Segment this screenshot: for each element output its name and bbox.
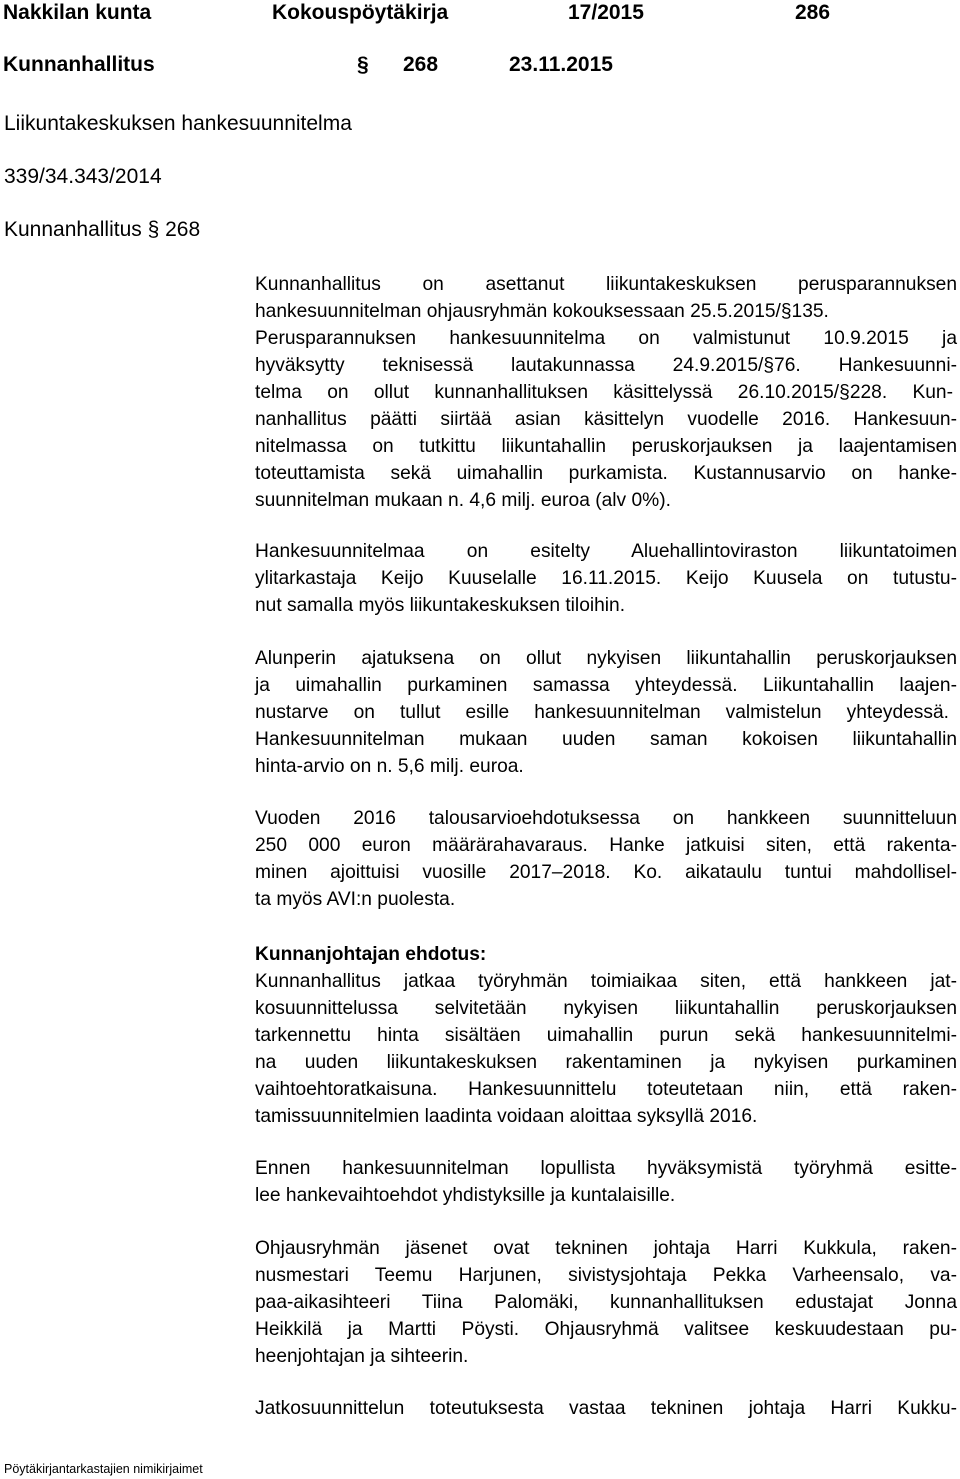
footer-initials-label: Pöytäkirjantarkastajien nimikirjaimet [4, 1462, 203, 1476]
document-number: 17/2015 [568, 1, 644, 24]
text-line: paa-aikasihteeri Tiina Palomäki, kunnanhallituksen edustajat Jonna [255, 1292, 957, 1313]
subject-title: Liikuntakeskuksen hankesuunnitelma [4, 112, 352, 135]
text-line: tamissuunnitelmien laadinta voidaan aloittaa syksyllä 2016. [255, 1106, 758, 1127]
text-line: Heikkilä ja Martti Pöysti. Ohjausryhmä valitsee keskuudestaan pu- [255, 1319, 957, 1340]
paragraph-2 [255, 538, 957, 619]
document-type: Kokouspöytäkirja [272, 1, 449, 24]
text-line: 250 000 euron määrärahavaraus. Hanke jatkuisi siten, että rakenta- [255, 835, 957, 856]
text-line: ylitarkastaja Keijo Kuuselalle 16.11.2015. Keijo Kuusela on tutustu- [255, 568, 957, 589]
page-number: 286 [795, 1, 831, 24]
text-line: nusmestari Teemu Harjunen, sivistysjohtaja Pekka Varheensalo, va- [255, 1265, 957, 1286]
text-line: Hankesuunnitelman mukaan uuden saman kokoisen liikuntahallin [255, 729, 957, 750]
text-line: Alunperin ajatuksena on ollut nykyisen liikuntahallin peruskorjauksen [255, 648, 957, 669]
text-line: ta myös AVI:n puolesta. [255, 889, 456, 910]
text-line: suunnitelman mukaan n. 4,6 milj. euroa (alv 0%). [255, 490, 671, 511]
text-line: Hankesuunnitelmaa on esitelty Aluehallintoviraston liikuntatoimen [255, 541, 957, 562]
text-line: Perusparannuksen hankesuunnitelma on valmistunut 10.9.2015 ja [255, 328, 957, 349]
text-line: nanhallitus päätti siirtää asian käsittelyn vuodelle 2016. Hankesuun- [255, 409, 957, 430]
text-line: nut samalla myös liikuntakeskuksen tiloihin. [255, 595, 626, 616]
body-name: Kunnanhallitus [3, 53, 155, 76]
paragraph-3 [255, 645, 957, 780]
text-line: na uuden liikuntakeskuksen rakentaminen ja nykyisen purkaminen [255, 1052, 957, 1073]
text-line: tarkennettu hinta sisältäen uimahallin purun sekä hankesuunnitelmi- [255, 1025, 957, 1046]
text-line: lee hankevaihtoehdot yhdistyksille ja kuntalaisille. [255, 1185, 676, 1206]
text-line: minen ajoittuisi vuosille 2017‒2018. Ko. aikataulu tuntui mahdollisel- [255, 862, 957, 883]
text-line: ja uimahallin purkaminen samassa yhteydessä. Liikuntahallin laajen- [255, 675, 957, 696]
text-line: nitelmassa on tutkittu liikuntahallin peruskorjauksen ja laajentamisen [255, 436, 957, 457]
section-symbol: § [357, 53, 369, 76]
text-line: Ohjausryhmän jäsenet ovat tekninen johtaja Harri Kukkula, raken- [255, 1238, 957, 1259]
text-line: toteuttamista sekä uimahallin purkamista. Kustannusarvio on hanke- [255, 463, 957, 484]
text-line: hankesuunnitelman ohjausryhmän kokouksessaan 25.5.2015/§135. [255, 301, 829, 322]
proposal-heading: Kunnanjohtajan ehdotus: [255, 944, 487, 965]
paragraph-4 [255, 805, 957, 913]
text-line: vaihtoehtoratkaisuna. Hankesuunnittelu toteutetaan niin, että raken- [255, 1079, 957, 1100]
municipality-name: Nakkilan kunta [3, 1, 152, 24]
text-line: kosuunnittelussa selvitetään nykyisen liikuntahallin peruskorjauksen [255, 998, 957, 1019]
paragraph-6 [255, 1155, 957, 1209]
text-line: hinta-arvio on n. 5,6 milj. euroa. [255, 756, 524, 777]
text-line: telma on ollut kunnanhallituksen käsittelyssä 26.10.2015/§228. Kun- [255, 382, 953, 403]
text-line: Ennen hankesuunnitelman lopullista hyväksymistä työryhmä esitte- [255, 1158, 957, 1179]
section-label: Kunnanhallitus § 268 [4, 218, 201, 241]
text-line: Jatkosuunnittelun toteutuksesta vastaa tekninen johtaja Harri Kukku- [255, 1398, 957, 1419]
reference-number: 339/34.343/2014 [4, 165, 162, 188]
text-line: hyväksytty teknisessä lautakunnassa 24.9.2015/§76. Hankesuunni- [255, 355, 957, 376]
text-line: Kunnanhallitus jatkaa työryhmän toimiaikaa siten, että hankkeen jat- [255, 971, 957, 992]
paragraph-1 [255, 271, 957, 514]
text-line: nustarve on tullut esille hankesuunnitelman valmistelun yhteydessä. [255, 702, 949, 723]
paragraph-5 [255, 968, 957, 1130]
text-line: Vuoden 2016 talousarvioehdotuksessa on hankkeen suunnitteluun [255, 808, 957, 829]
paragraph-7 [255, 1235, 957, 1370]
text-line: Kunnanhallitus on asettanut liikuntakeskuksen perusparannuksen [255, 274, 957, 295]
meeting-date: 23.11.2015 [509, 53, 613, 76]
text-line: heenjohtajan ja sihteerin. [255, 1346, 469, 1367]
paragraph-8 [255, 1395, 957, 1422]
section-number: 268 [403, 53, 439, 76]
